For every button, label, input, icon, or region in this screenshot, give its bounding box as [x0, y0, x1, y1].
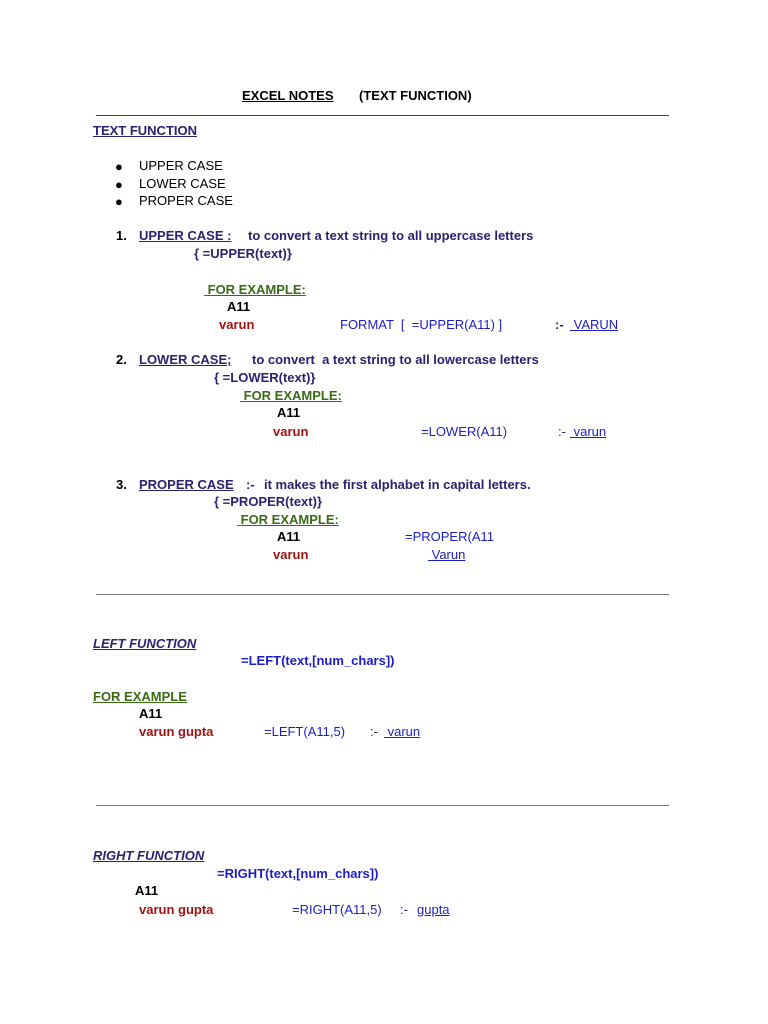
bullet-icon: ● — [115, 159, 123, 174]
left-syntax: =LEFT(text,[num_chars]) — [241, 653, 395, 668]
proper-cell-ref: A11 — [277, 529, 301, 544]
lower-result: varun — [573, 424, 607, 439]
lower-separator: :- — [558, 424, 566, 439]
right-separator: :- — [400, 902, 408, 917]
bullet-icon: ● — [115, 194, 123, 209]
right-function-heading: RIGHT FUNCTION — [93, 848, 205, 863]
proper-description: it makes the first alphabet in capital letters. — [264, 477, 531, 492]
proper-value: varun — [273, 547, 309, 562]
right-cell-ref: A11 — [135, 883, 159, 898]
proper-formula: =PROPER(A11 — [405, 529, 494, 544]
proper-result: Varun — [431, 547, 466, 562]
upper-separator: :- — [555, 317, 564, 332]
lower-cell-ref: A11 — [277, 405, 301, 420]
left-result: varun — [387, 724, 421, 739]
upper-description: to convert a text string to all uppercase letters — [248, 228, 534, 243]
section-divider — [96, 594, 669, 595]
section-divider — [96, 805, 669, 806]
upper-formula: FORMAT [ =UPPER(A11) ] — [340, 317, 503, 332]
lower-formula: =LOWER(A11) — [421, 424, 508, 439]
upper-result: VARUN — [573, 317, 619, 332]
left-function-heading: LEFT FUNCTION — [93, 636, 197, 651]
upper-number: 1. — [116, 228, 127, 243]
doc-title: EXCEL NOTES — [242, 88, 334, 103]
lower-example-label: FOR EXAMPLE: — [243, 388, 342, 403]
lower-number: 2. — [116, 352, 127, 367]
left-value: varun gupta — [139, 724, 214, 739]
proper-syntax: { =PROPER(text)} — [214, 494, 322, 509]
upper-heading: UPPER CASE : — [139, 228, 232, 243]
bullet-upper-case: UPPER CASE — [139, 158, 223, 173]
upper-syntax: { =UPPER(text)} — [194, 246, 292, 261]
proper-example-label: FOR EXAMPLE: — [240, 512, 339, 527]
right-syntax: =RIGHT(text,[num_chars]) — [217, 866, 379, 881]
right-result: gupta — [417, 902, 450, 917]
bullet-icon: ● — [115, 177, 123, 192]
upper-example-label: FOR EXAMPLE: — [207, 282, 306, 297]
doc-subtitle: (TEXT FUNCTION) — [359, 88, 472, 103]
title-divider — [96, 115, 669, 116]
right-formula: =RIGHT(A11,5) — [292, 902, 382, 917]
proper-heading: PROPER CASE — [139, 477, 234, 492]
bullet-proper-case: PROPER CASE — [139, 193, 233, 208]
left-cell-ref: A11 — [139, 706, 163, 721]
proper-separator: :- — [246, 477, 255, 492]
bullet-lower-case: LOWER CASE — [139, 176, 226, 191]
text-function-heading: TEXT FUNCTION — [93, 123, 197, 138]
lower-heading: LOWER CASE; — [139, 352, 232, 367]
lower-value: varun — [273, 424, 309, 439]
left-separator: :- — [370, 724, 378, 739]
left-formula: =LEFT(A11,5) — [264, 724, 346, 739]
upper-cell-ref: A11 — [227, 299, 251, 314]
right-value: varun gupta — [139, 902, 214, 917]
upper-value: varun — [219, 317, 255, 332]
proper-number: 3. — [116, 477, 127, 492]
left-example-label: FOR EXAMPLE — [93, 689, 187, 704]
lower-description: to convert a text string to all lowercase letters — [252, 352, 539, 367]
lower-syntax: { =LOWER(text)} — [214, 370, 316, 385]
